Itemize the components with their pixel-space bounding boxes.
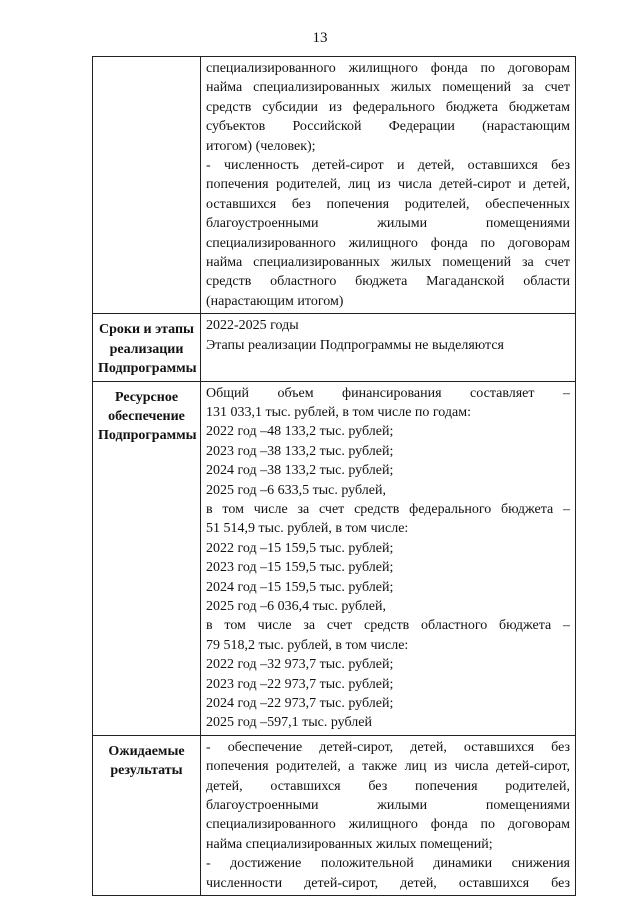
text-line: в том числе за счет средств областного бюджета –: [206, 618, 570, 634]
text-line: средств областного бюджета Магаданской области: [206, 274, 570, 290]
text-line: 2022 год –15 159,5 тыс. рублей;: [206, 540, 394, 556]
text-line: благоустроенными жилыми помещениями: [206, 216, 570, 232]
text-line: Общий объем финансирования составляет –: [206, 385, 570, 401]
text-line: специализированного жилищного фонда по договорам: [206, 817, 570, 833]
text-line: найма специализированных жилых помещений за счет: [206, 255, 570, 271]
text-line: попечения родителей, а также лиц из числа детей-сирот,: [206, 759, 570, 775]
text-line: 2025 год –6 633,5 тыс. рублей,: [206, 482, 386, 498]
text-line: (нарастающим итогом): [206, 293, 344, 309]
text-line: в том числе за счет средств федерального бюджета –: [206, 501, 570, 517]
table-row-results: [93, 735, 576, 895]
text-line: - достижение положительной динамики снижения: [206, 856, 570, 872]
text-line: специализированного жилищного фонда по договорам: [206, 61, 570, 76]
text-line: средств субсидии из федерального бюджета бюджетам: [206, 99, 570, 115]
text-line: детей, оставшихся без попечения родителей,: [206, 778, 570, 794]
text-line: 2024 год –38 133,2 тыс. рублей;: [206, 463, 394, 479]
text-line: 79 518,2 тыс. рублей, в том числе:: [206, 637, 409, 653]
table-row-sroki: [93, 314, 576, 381]
row-label-resource: Ресурсное обеспечение Подпрограммы: [93, 381, 201, 735]
passport-table: [92, 56, 576, 896]
text-line: оставшихся без попечения родителей, обеспеченных: [206, 196, 570, 212]
row-label-results: Ожидаемые результаты: [93, 735, 201, 895]
text-line: - обеспечение детей-сирот, детей, оставшихся без: [206, 739, 570, 755]
text-line: 2024 год –15 159,5 тыс. рублей;: [206, 579, 394, 595]
table-row-resource: [93, 381, 576, 735]
text-line: найма специализированных жилых помещений;: [206, 836, 493, 852]
text-line: 2022-2025 годы: [206, 318, 299, 334]
row-content-sroki: [201, 314, 576, 381]
row-content-continuation: [201, 57, 576, 314]
table-row-continuation: [93, 57, 576, 314]
text-line: попечения родителей, лиц из числа детей-сирот и детей,: [206, 177, 570, 193]
text-line: 51 514,9 тыс. рублей, в том числе:: [206, 521, 409, 537]
text-line: специализированного жилищного фонда по договорам: [206, 235, 570, 251]
text-line: численности детей-сирот, детей, оставшихся без: [206, 875, 570, 891]
text-line: субъектов Российской Федерации (нарастающим: [206, 119, 570, 135]
row-label-sroki: Сроки и этапы реализации Подпрограммы: [93, 314, 201, 381]
text-line: 131 033,1 тыс. рублей, в том числе по годам:: [206, 404, 471, 420]
text-line: 2022 год –48 133,2 тыс. рублей;: [206, 424, 394, 440]
text-line: итогом) (человек);: [206, 138, 316, 154]
text-line: - численность детей-сирот и детей, оставшихся без: [206, 158, 570, 174]
text-line: 2024 год –22 973,7 тыс. рублей;: [206, 696, 394, 711]
row-label-empty: [93, 57, 201, 314]
text-line: 2025 год –6 036,4 тыс. рублей,: [206, 598, 386, 614]
text-line: 2023 год –38 133,2 тыс. рублей;: [206, 443, 394, 459]
text-line: благоустроенными жилыми помещениями: [206, 798, 570, 814]
text-line: 2023 год –15 159,5 тыс. рублей;: [206, 560, 394, 576]
text-line: Этапы реализации Подпрограммы не выделяются: [206, 337, 504, 353]
text-line: 2022 год –32 973,7 тыс. рублей;: [206, 657, 394, 673]
text-line: найма специализированных жилых помещений за счет: [206, 80, 570, 96]
text-line: 2025 год –597,1 тыс. рублей: [206, 715, 372, 731]
text-line: 2023 год –22 973,7 тыс. рублей;: [206, 676, 394, 692]
page-number: 13: [312, 30, 328, 46]
row-content-resource: [201, 381, 576, 735]
row-content-results: [201, 735, 576, 895]
